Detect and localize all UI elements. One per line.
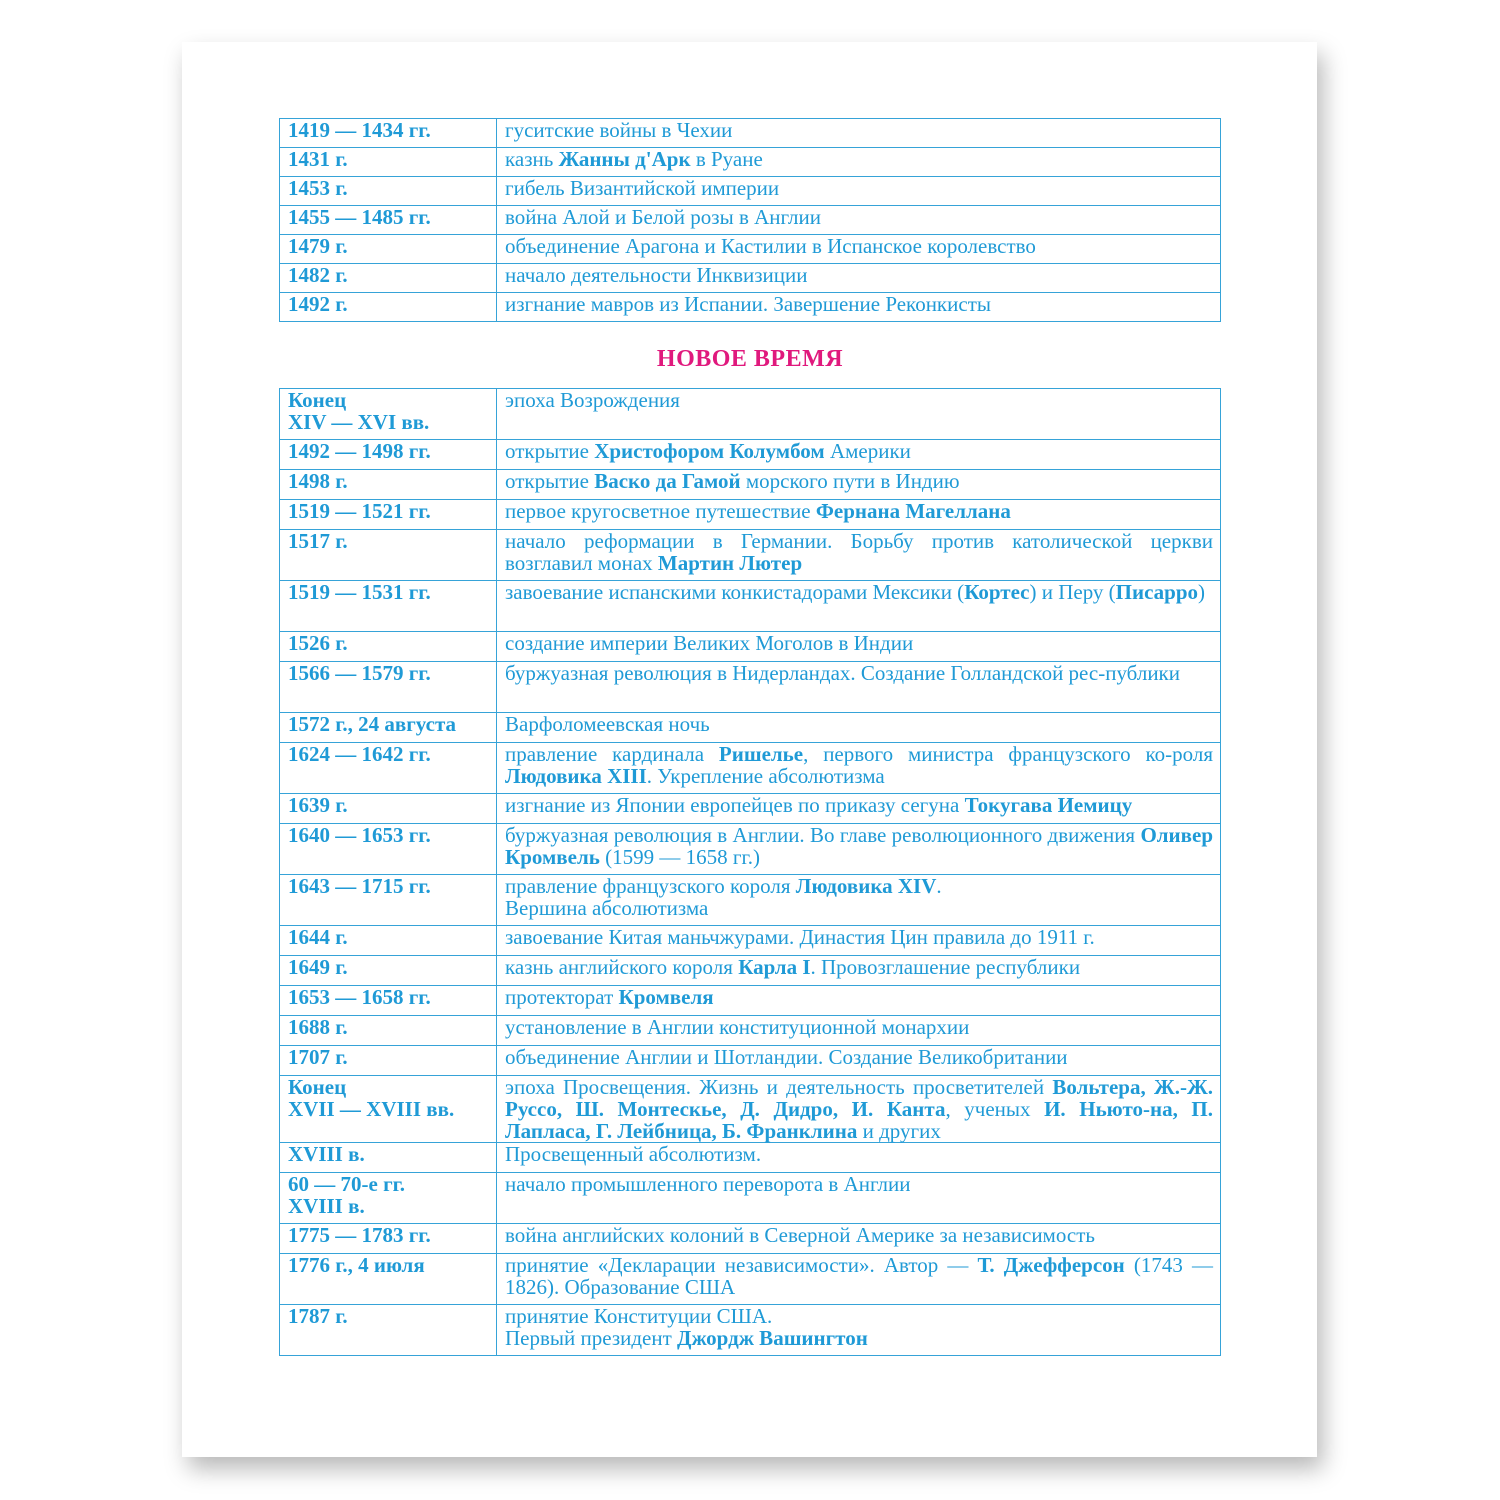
table-row [280,470,1221,500]
table-row [280,530,1221,581]
date-cell: 1482 г. [280,264,497,293]
table-row [280,956,1221,986]
table-row [280,581,1221,632]
event-cell [497,1254,1221,1305]
event-cell [497,530,1221,581]
event-text-fragment: . [936,874,942,898]
event-text-fragment: протекторат [505,985,619,1009]
event-cell [497,1224,1221,1254]
date-line: 1517 г. [288,529,348,553]
event-cell [497,956,1221,986]
event-text-fragment: в Руане [690,147,763,171]
date-cell [280,1016,497,1046]
event-cell [497,824,1221,875]
event-cell [497,713,1221,743]
event-cell [497,293,1221,322]
event-text-fragment: открытие [505,469,595,493]
event-cell [497,440,1221,470]
date-cell [280,500,497,530]
table-row [280,632,1221,662]
date-line: 1643 — 1715 гг. [288,874,431,898]
event-name-highlight: Ришелье [718,742,804,766]
event-name-highlight: Людовика XIV [795,874,937,898]
event-name-highlight: Писарро [1115,580,1199,604]
date-cell [280,581,497,632]
table-row [280,926,1221,956]
table-row [280,1046,1221,1076]
date-cell [280,1173,497,1224]
event-text-fragment: начало реформации в Германии. Борьбу против католической церкви возглавил монах [505,529,1213,575]
event-cell [497,1046,1221,1076]
event-text-fragment: открытие [505,439,595,463]
event-cell [497,1143,1221,1173]
table-row [280,206,1221,235]
date-cell [280,1224,497,1254]
table-row [280,1143,1221,1173]
event-cell [497,119,1221,148]
date-cell [280,956,497,986]
date-cell [280,1046,497,1076]
event-cell [497,235,1221,264]
date-line: 1526 г. [288,631,348,655]
table-row [280,293,1221,322]
table-row [280,264,1221,293]
date-cell [280,713,497,743]
section-title-new-time: НОВОЕ ВРЕМЯ [656,346,844,372]
event-name-highlight: Кромвеля [618,985,714,1009]
table-row [280,713,1221,743]
table-row [280,389,1221,440]
date-line: 1775 — 1783 гг. [288,1223,431,1247]
event-text-fragment: , ученых [945,1097,1045,1121]
event-cell [497,794,1221,824]
event-name-highlight: Жанны д'Арк [558,147,691,171]
date-line: 1519 — 1531 гг. [288,580,431,604]
table-row [280,1305,1221,1356]
date-line: 1639 г. [288,793,348,817]
event-cell [497,389,1221,440]
event-cell [497,177,1221,206]
table-row [280,119,1221,148]
date-cell: 1431 г. [280,148,497,177]
date-cell [280,1143,497,1173]
event-text-fragment: ) [1198,580,1206,604]
event-cell [497,1016,1221,1046]
event-text-fragment: Америки [824,439,911,463]
event-text-fragment: Первый президент [505,1326,678,1350]
event-text-fragment: . Укрепление абсолютизма [646,764,885,788]
date-cell: 1479 г. [280,235,497,264]
date-line: 1649 г. [288,955,348,979]
event-name-highlight: Кортес [964,580,1030,604]
date-line: 1707 г. [288,1045,348,1069]
event-name-highlight: Фернана Магеллана [815,499,1011,523]
event-text-fragment: война Алой и Белой розы в Англии [505,205,822,229]
table-row [280,1076,1221,1143]
event-text-fragment: . Провозглашение республики [810,955,1081,979]
event-cell [497,206,1221,235]
date-cell [280,1305,497,1356]
date-cell [280,632,497,662]
event-cell [497,1305,1221,1356]
date-line: 1644 г. [288,925,348,949]
date-line: Конец [288,388,347,412]
date-line: 1787 г. [288,1304,348,1328]
table-row [280,986,1221,1016]
event-text-fragment: завоевание испанскими конкистадорами Мексики ( [505,580,965,604]
event-cell [497,926,1221,956]
event-text-fragment: гибель Византийской империи [505,176,780,200]
date-line: 1653 — 1658 гг. [288,985,431,1009]
event-cell [497,500,1221,530]
date-cell [280,986,497,1016]
event-cell [497,148,1221,177]
table-row [280,235,1221,264]
event-text-fragment: установление в Англии конституционной монархии [505,1015,970,1039]
event-cell [497,662,1221,713]
event-text-fragment: (1599 — 1658 гг.) [599,845,760,869]
date-line: Конец [288,1075,347,1099]
event-text-fragment: Вершина абсолютизма [505,896,709,920]
date-cell [280,1076,497,1143]
date-line: 1492 — 1498 гг. [288,439,431,463]
date-cell [280,440,497,470]
date-line: 1519 — 1521 гг. [288,499,431,523]
date-line: 60 — 70-е гг. [288,1172,406,1196]
date-cell [280,1254,497,1305]
event-text-fragment: и других [857,1119,941,1143]
date-line: 1498 г. [288,469,348,493]
date-cell [280,926,497,956]
event-text-fragment: Просвещенный абсолютизм. [505,1142,762,1166]
medieval-events-table [279,118,1221,322]
event-text-fragment: буржуазная революция в Англии. Во главе революционного движения [505,823,1141,847]
date-line: XIV — XVI вв. [288,410,430,434]
event-cell [497,581,1221,632]
date-line: 1688 г. [288,1015,348,1039]
table-row [280,824,1221,875]
table-row [280,1224,1221,1254]
event-name-highlight: Оливер Кромвель [505,823,1213,869]
table-row [280,743,1221,794]
event-text-fragment: гуситские войны в Чехии [505,118,733,142]
date-line: 1776 г., 4 июля [288,1253,425,1277]
date-cell [280,743,497,794]
event-cell [497,470,1221,500]
event-text-fragment: казнь английского короля [505,955,739,979]
date-cell [280,389,497,440]
event-name-highlight: Христофором Колумбом [594,439,825,463]
date-line: 1566 — 1579 гг. [288,661,431,685]
event-text-fragment: создание империи Великих Моголов в Индии [505,631,914,655]
event-text-fragment: изгнание мавров из Испании. Завершение Реконкисты [505,292,991,316]
event-text-fragment: объединение Арагона и Кастилии в Испанское королевство [505,234,1036,258]
table-row [280,177,1221,206]
event-text-fragment: эпоха Просвещения. Жизнь и деятельность просветителей [505,1075,1053,1099]
event-name-highlight: Джордж Вашингтон [677,1326,868,1350]
event-cell [497,1173,1221,1224]
event-text-fragment: буржуазная революция в Нидерландах. Создание Голландской рес-публики [505,661,1180,685]
event-text-fragment: война английских колоний в Северной Америке за независимость [505,1223,1095,1247]
event-cell [497,264,1221,293]
table-row [280,794,1221,824]
date-line: XVIII в. [288,1142,365,1166]
event-name-highlight: Мартин Лютер [657,551,803,575]
event-text-fragment: правление кардинала [505,742,719,766]
date-cell: 1455 — 1485 гг. [280,206,497,235]
date-cell [280,662,497,713]
event-text-fragment: начало промышленного переворота в Англии [505,1172,911,1196]
event-text-fragment: принятие Конституции США. [505,1304,773,1328]
event-name-highlight: Вольтера, Ж.-Ж. Руссо, Ш. Монтескье, Д. Дидро, И. Канта [505,1075,1213,1121]
event-cell [497,632,1221,662]
date-line: 1640 — 1653 гг. [288,823,431,847]
table-row [280,662,1221,713]
date-cell: 1492 г. [280,293,497,322]
event-name-highlight: Васко да Гамой [594,469,741,493]
date-line: XVIII в. [288,1194,365,1218]
table-row [280,440,1221,470]
date-cell [280,794,497,824]
event-cell [497,743,1221,794]
new-time-events-table [279,388,1221,1356]
table-row [280,875,1221,926]
event-name-highlight: Карла I [738,955,811,979]
date-cell: 1453 г. [280,177,497,206]
table-row [280,1254,1221,1305]
table-row [280,148,1221,177]
event-cell [497,986,1221,1016]
event-text-fragment: , первого министра французского ко-роля [803,742,1213,766]
event-text-fragment: принятие «Декларации независимости». Автор — [505,1253,978,1277]
table-row [280,1173,1221,1224]
table-row [280,500,1221,530]
date-cell [280,875,497,926]
date-line: XVII — XVIII вв. [288,1097,455,1121]
event-name-highlight: Токугава Иемицу [964,793,1133,817]
event-text-fragment: Варфоломеевская ночь [505,712,710,736]
event-name-highlight: И. Ньюто-на, П. Лапласа, Г. Лейбница, Б. Франклина [505,1097,1213,1143]
event-text-fragment: изгнание из Японии европейцев по приказу сегуна [505,793,965,817]
event-text-fragment: объединение Англии и Шотландии. Создание Великобритании [505,1045,1068,1069]
table-row [280,1016,1221,1046]
date-line: 1572 г., 24 августа [288,712,457,736]
event-text-fragment: ) и Перу ( [1029,580,1116,604]
event-text-fragment: начало деятельности Инквизиции [505,263,808,287]
event-text-fragment: казнь [505,147,559,171]
date-cell [280,470,497,500]
event-text-fragment: (1743 — 1826). Образование США [505,1253,1213,1299]
event-cell [497,875,1221,926]
event-name-highlight: Людовика XIII [505,764,647,788]
event-text-fragment: эпоха Возрождения [505,388,680,412]
date-line: 1624 — 1642 гг. [288,742,431,766]
date-cell [280,824,497,875]
event-text-fragment: правление французского короля [505,874,796,898]
event-name-highlight: Т. Джефферсон [977,1253,1125,1277]
event-cell [497,1076,1221,1143]
event-text-fragment: морского пути в Индию [740,469,960,493]
event-text-fragment: первое кругосветное путешествие [505,499,816,523]
date-cell: 1419 — 1434 гг. [280,119,497,148]
date-cell [280,530,497,581]
event-text-fragment: завоевание Китая маньчжурами. Династия Цин правила до 1911 г. [505,925,1095,949]
